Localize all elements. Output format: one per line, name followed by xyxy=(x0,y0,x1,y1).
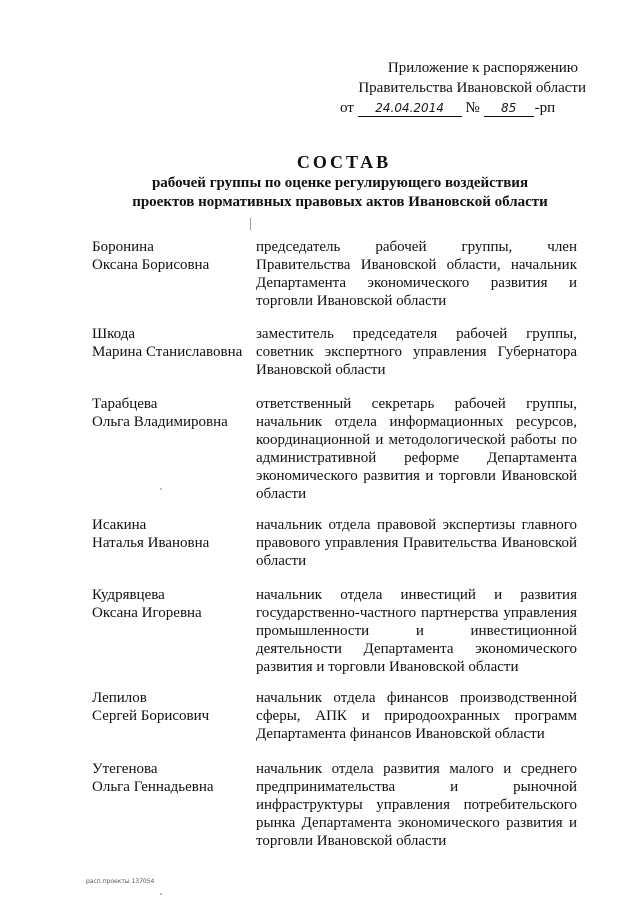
member-surname: Исакина xyxy=(92,517,147,533)
order-date-number-line xyxy=(330,98,590,118)
order-number: 85 xyxy=(484,101,534,117)
number-label: № xyxy=(465,100,480,116)
member-name xyxy=(92,586,257,622)
member-name xyxy=(92,395,257,431)
member-role: начальник отдела развития малого и среднего предпринимательства и рыночной инфраструктуры управления потребительского рынка Департамента экономического развития и торговли Ивановской области xyxy=(256,761,577,849)
order-suffix: -рп xyxy=(534,100,556,116)
member-name xyxy=(92,760,257,796)
file-reference-note: расп.проекты 137054 xyxy=(86,878,155,885)
member-role: начальник отдела инвестиций и развития государственно-частного партнерства управления промышленности и инвестиционной деятельности Департамента экономического развития и торговли Ивановской области xyxy=(256,587,577,675)
member-role: начальник отдела финансов производственной сферы, АПК и природоохранных программ Департамента финансов Ивановской области xyxy=(256,690,577,742)
member-given-names: Оксана Борисовна xyxy=(92,257,210,273)
member-given-names: Ольга Геннадьевна xyxy=(92,779,214,795)
member-given-names: Марина Станиславовна xyxy=(92,344,243,360)
member-name xyxy=(92,689,257,725)
document-title-block xyxy=(60,150,600,212)
order-date: 24.04.2014 xyxy=(358,101,462,117)
member-surname: Утегенова xyxy=(92,761,158,777)
member-surname: Лепилов xyxy=(92,690,147,706)
member-name xyxy=(92,325,257,361)
member-given-names: Наталья Ивановна xyxy=(92,535,210,551)
member-given-names: Сергей Борисович xyxy=(92,708,210,724)
member-surname: Кудрявцева xyxy=(92,587,165,603)
member-surname: Тарабцева xyxy=(92,396,158,412)
member-name xyxy=(92,238,257,274)
member-given-names: Оксана Игоревна xyxy=(92,605,202,621)
document-subtitle-line-2: проектов нормативных правовых актов Ивановской области xyxy=(132,194,548,210)
document-subtitle-line-1: рабочей группы по оценке регулирующего воздействия xyxy=(151,175,529,191)
member-surname: Боронина xyxy=(92,239,154,255)
member-name xyxy=(92,516,257,552)
member-role: начальник отдела правовой экспертизы главного правового управления Правительства Ивановской области xyxy=(256,517,577,569)
appendix-reference xyxy=(330,58,590,118)
member-role: ответственный секретарь рабочей группы, начальник отдела информационных ресурсов, координационной и методологической работы по административной реформе Департамента экономического развития и торговли Ивановской области xyxy=(256,396,577,502)
member-role: заместитель председателя рабочей группы, советник экспертного управления Губернатора Ивановской области xyxy=(256,326,577,378)
appendix-line-2: Правительства Ивановской области xyxy=(358,80,586,96)
scan-speck xyxy=(160,893,162,895)
from-label: от xyxy=(340,100,354,116)
scan-mark xyxy=(250,218,251,230)
appendix-line-1: Приложение к распоряжению xyxy=(387,60,578,76)
member-given-names: Ольга Владимировна xyxy=(92,414,228,430)
member-role: председатель рабочей группы, член Правительства Ивановской области, начальник Департамента экономического развития и торговли Ивановской области xyxy=(256,239,577,309)
member-surname: Шкода xyxy=(92,326,136,342)
scan-speck xyxy=(160,488,162,490)
document-title: СОСТАВ xyxy=(296,152,392,172)
